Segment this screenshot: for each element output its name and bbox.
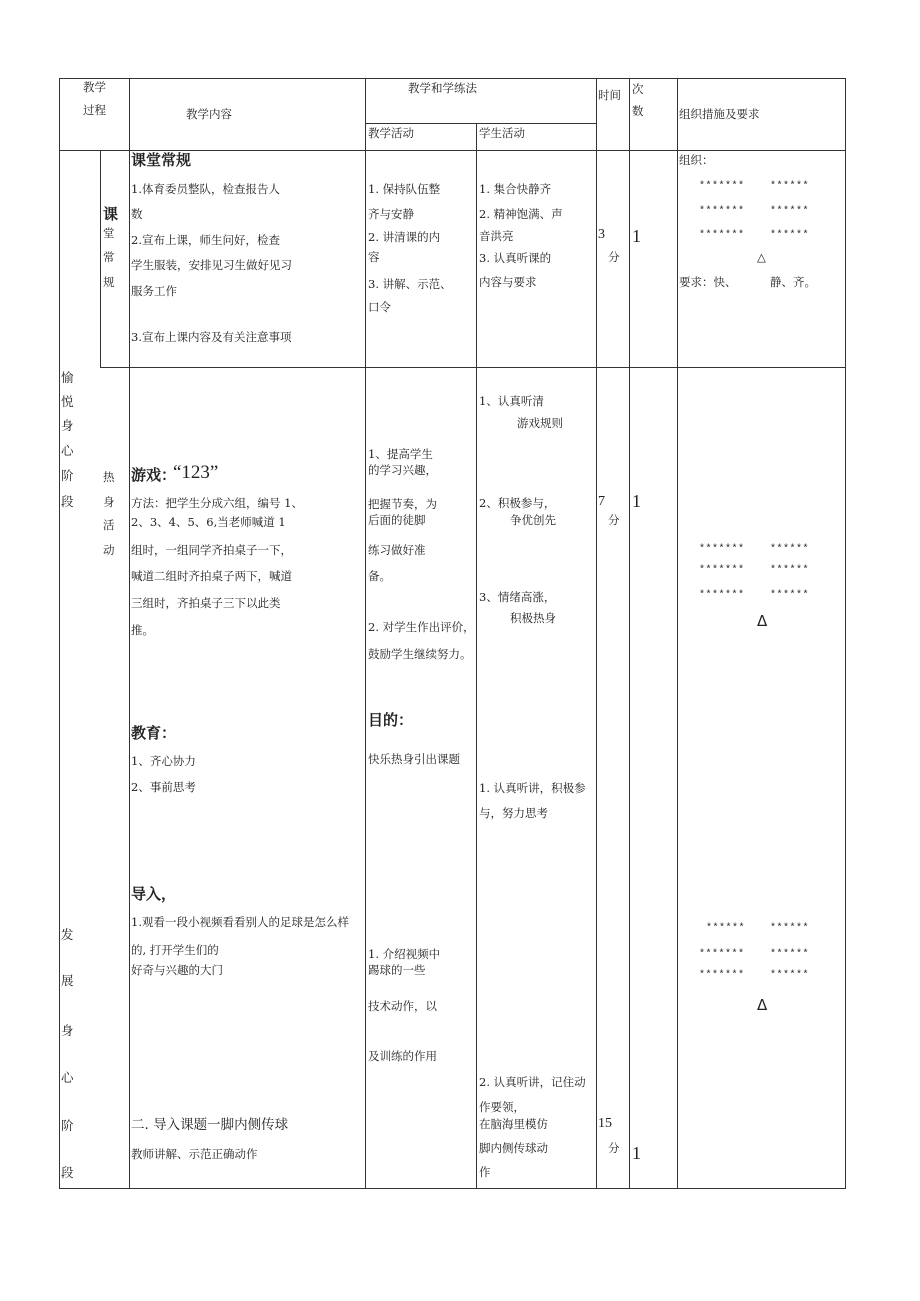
sec3-intro-title: 导入， [131, 885, 177, 903]
sec2-teacher-line: 把握节奏，为 [368, 497, 437, 511]
stage2-char: 身 [61, 1023, 74, 1038]
header-process-l1: 教学 [83, 80, 106, 94]
sec2-formation-row: ******* [699, 544, 745, 555]
sec2-formation-row: ****** [770, 544, 810, 555]
sec2-teacher-line: 2. 对学生作出评价， [368, 620, 475, 634]
sec3-formation-row: ******* [699, 970, 745, 981]
sec2-time-unit: 分 [608, 513, 620, 527]
col-line-count [677, 78, 678, 1189]
table-border-bottom [59, 1188, 846, 1189]
sec1-sub-big: 课 [103, 205, 119, 223]
sec2-teacher-triangle: Δ [757, 612, 768, 630]
col-line-time [629, 78, 630, 1189]
sec3-student-line: 作 [479, 1165, 491, 1179]
sec2-student-edu-line: 1. 认真听讲，积极参 [479, 781, 586, 795]
sec3-time-unit: 分 [608, 1141, 620, 1155]
sec3-intro-line: 1.观看一段小视频看看别人的足球是怎么样 [131, 915, 349, 929]
header-teacher-activity: 教学活动 [368, 126, 414, 140]
sec2-goal: 快乐热身引出课题 [368, 752, 460, 766]
sec1-content-line: 学生服装，安排见习生做好见习 [131, 258, 292, 272]
sec3-time: 15 [598, 1116, 612, 1131]
header-content: 教学内容 [186, 107, 232, 121]
sec1-count: 1 [632, 226, 641, 246]
sec3-teacher-triangle: Δ [757, 996, 768, 1014]
table-border-top [59, 78, 846, 79]
sec2-teacher-line: 的学习兴趣， [368, 463, 437, 477]
sec1-requirement: 要求：快、 [679, 275, 737, 289]
sec2-education-item: 1、齐心协力 [131, 754, 196, 768]
sec1-teacher-line: 2. 讲清课的内 [368, 230, 441, 244]
sec3-topic-sub: 教师讲解、示范正确动作 [131, 1147, 258, 1161]
sec3-intro-line: 的, 打开学生们的 [131, 943, 219, 957]
header-process-l2: 过程 [83, 103, 106, 117]
sec1-content-line: 2.宣布上课，师生问好，检查 [131, 233, 280, 247]
sec1-student-line: 3. 认真听课的 [479, 251, 552, 265]
stage1-char: 悦 [61, 394, 74, 409]
col-line-teacher [476, 123, 477, 1189]
sec1-student-line: 2. 精神饱满、声 [479, 207, 563, 221]
sec2-teacher-line: 1、提高学生 [368, 447, 433, 461]
sec2-formation-row: ******* [699, 590, 745, 601]
sec3-count: 1 [632, 1143, 641, 1163]
sec2-formation-row: ****** [770, 590, 810, 601]
sec3-student-line: 在脑海里模仿 [479, 1117, 548, 1131]
sec1-student-line: 音洪亮 [479, 229, 514, 243]
sec2-content-line: 三组时，齐拍桌子三下以此类 [131, 596, 281, 610]
sec3-formation-row: ****** [770, 949, 810, 960]
stage2-char: 发 [61, 927, 74, 942]
sec3-formation-row: ****** [770, 970, 810, 981]
sec1-sub-char: 常 [103, 250, 115, 264]
sec1-formation-row: ******* [699, 206, 745, 217]
sec2-student-line: 3、情绪高涨， [479, 590, 556, 604]
sec2-student-line: 1、认真听清 [479, 394, 544, 408]
sec1-org-label: 组织： [679, 153, 714, 167]
sec2-formation-row: ****** [770, 565, 810, 576]
sec2-student-edu-line: 与，努力思考 [479, 806, 548, 820]
header-org: 组织措施及要求 [679, 107, 760, 121]
sec2-student-line: 积极热身 [510, 611, 556, 625]
sec2-content-line: 组时，一组同学齐拍桌子一下， [131, 543, 292, 557]
sec1-content-line: 服务工作 [131, 284, 177, 298]
sec2-formation-row: ******* [699, 565, 745, 576]
sec2-content-line: 推。 [131, 623, 154, 637]
sec2-sub-char: 活 [103, 518, 115, 532]
sec2-teacher-line: 鼓励学生继续努力。 [368, 647, 472, 661]
sec1-time: 3 [598, 227, 605, 242]
col-line-content [365, 78, 366, 1189]
stage2-char: 展 [61, 973, 74, 988]
sec1-time-unit: 分 [608, 250, 620, 264]
sec2-content-line: 喊道二组时齐拍桌子两下，喊道 [131, 569, 292, 583]
sec1-content-line: 3.宣布上课内容及有关注意事项 [131, 330, 292, 344]
sec1-formation-row: ****** [770, 181, 810, 192]
sec1-content-line: 1.体育委员整队，检查报告人 [131, 182, 280, 196]
header-count-l2: 数 [632, 104, 644, 118]
sec3-student-line: 2. 认真听讲，记住动 [479, 1075, 586, 1089]
sec2-teacher-line: 后面的徒脚 [368, 513, 426, 527]
sec3-teacher-line: 技术动作，以 [368, 999, 437, 1013]
sec3-teacher-line: 踢球的一些 [368, 963, 426, 977]
sec2-game-label: 游戏： [131, 466, 177, 484]
sec2-content-line: 2、3、4、5、6,当老师喊道 1 [131, 515, 286, 529]
stage2-char: 段 [61, 1165, 74, 1180]
sec3-formation-row: ****** [770, 923, 810, 934]
sec1-teacher-line: 齐与安静 [368, 207, 414, 221]
sec1-teacher-line: 1. 保持队伍整 [368, 182, 441, 196]
stage1-char: 心 [61, 443, 74, 458]
sec1-teacher-line: 口令 [368, 300, 391, 314]
stage1-char: 阶 [61, 468, 74, 483]
sec2-student-line: 2、积极参与， [479, 496, 556, 510]
sec2-student-line: 游戏规则 [517, 416, 563, 430]
header-method: 教学和学练法 [408, 81, 477, 95]
sec3-formation-row: ****** [706, 923, 746, 934]
row-line-sec1 [100, 367, 846, 368]
sec1-teacher-line: 3. 讲解、示范、 [368, 277, 452, 291]
sec1-student-line: 1. 集合快静齐 [479, 182, 552, 196]
sec1-teacher-line: 容 [368, 250, 380, 264]
sec2-student-line: 争优创先 [510, 513, 556, 527]
sec2-sub-char: 热 [103, 470, 115, 484]
stage1-char: 愉 [61, 370, 74, 385]
sec2-sub-char: 身 [103, 495, 115, 509]
sec1-sub-char: 堂 [103, 226, 115, 240]
sec2-goal-title: 目的： [368, 711, 414, 729]
sec1-formation-row: ****** [770, 230, 810, 241]
sec1-formation-row: ****** [770, 206, 810, 217]
sec2-education-item: 2、事前思考 [131, 780, 196, 794]
sec2-sub-char: 动 [103, 543, 115, 557]
sec1-formation-row: ******* [699, 181, 745, 192]
sec1-formation-row: ******* [699, 230, 745, 241]
sec2-teacher-line: 备。 [368, 569, 391, 583]
col-line-student [596, 78, 597, 1189]
sec1-title: 课堂常规 [131, 151, 192, 169]
sec1-sub-char: 规 [103, 275, 115, 289]
col-line-process [129, 78, 130, 1189]
stage1-char: 身 [61, 418, 74, 433]
sec3-teacher-line: 及训练的作用 [368, 1049, 437, 1063]
sec2-content-line: 方法：把学生分成六组，编号 1、 [131, 496, 303, 510]
sec1-requirement-2: 静、齐。 [770, 275, 816, 289]
sec1-student-line: 内容与要求 [479, 275, 537, 289]
col-line-stage-sub [100, 150, 101, 368]
table-border-right [845, 78, 846, 1189]
sec2-time: 7 [598, 494, 605, 509]
sec3-student-line: 脚内侧传球动 [479, 1141, 548, 1155]
table-border-left [59, 78, 60, 1189]
header-count-l1: 次 [632, 82, 644, 96]
sec2-education-title: 教育： [131, 724, 177, 742]
sec1-content-line: 数 [131, 207, 143, 221]
sec2-game-name: “123” [173, 462, 219, 483]
sec3-topic: 二. 导入课题一脚内侧传球 [131, 1117, 289, 1133]
sec3-student-line: 作要领， [479, 1100, 525, 1114]
stage2-char: 阶 [61, 1118, 74, 1133]
stage1-char: 段 [61, 494, 74, 509]
header-student-activity: 学生活动 [479, 126, 525, 140]
sec3-teacher-line: 1. 介绍视频中 [368, 947, 441, 961]
sec3-formation-row: ******* [699, 949, 745, 960]
sec1-teacher-triangle: △ [757, 250, 766, 264]
row-line-method-split [365, 123, 597, 124]
header-time: 时间 [598, 88, 621, 102]
sec3-intro-line: 好奇与兴趣的大门 [131, 963, 223, 977]
sec2-count: 1 [632, 491, 641, 511]
stage2-char: 心 [61, 1070, 74, 1085]
sec2-teacher-line: 练习做好准 [368, 543, 426, 557]
